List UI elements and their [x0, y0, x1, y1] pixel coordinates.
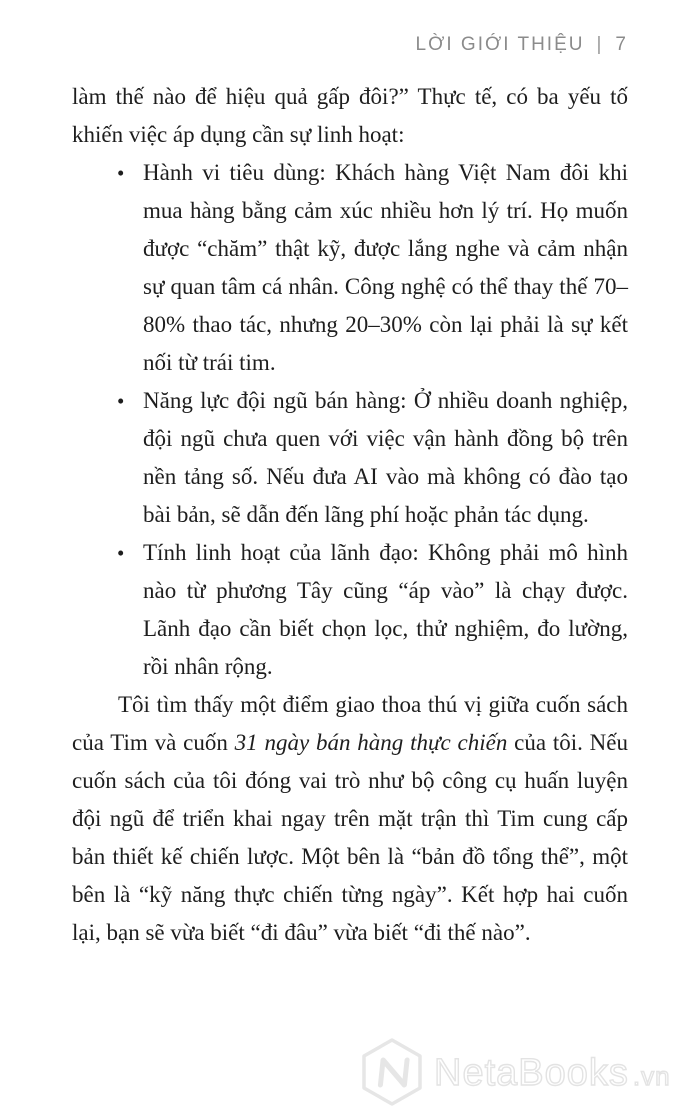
- watermark-domain-suffix: .vn: [632, 1061, 671, 1091]
- bullet-item-leadership-flexibility: [72, 534, 628, 686]
- closing-before: Tôi tìm thấy một điểm giao thoa thú vị giữa cuốn sách của Tim và cuốn: [72, 692, 628, 755]
- bullet-text: Hành vi tiêu dùng: Khách hàng Việt Nam đôi khi mua hàng bằng cảm xúc nhiều hơn lý trí. Họ muốn được “chăm” thật kỹ, được lắng nghe và cảm nhận sự quan tâm cá nhân. Công nghệ có thể thay thế 70–80% thao tác, nhưng 20–30% còn lại phải là sự kết nối từ trái tim.: [143, 160, 628, 375]
- bullet-item-consumer-behavior: [72, 154, 628, 382]
- bullet-text: Năng lực đội ngũ bán hàng: Ở nhiều doanh nghiệp, đội ngũ chưa quen với việc vận hành đồng bộ trên nền tảng số. Nếu đưa AI vào mà không có đào tạo bài bản, sẽ dẫn đến lãng phí hoặc phản tác dụng.: [143, 388, 628, 527]
- page-header: [416, 34, 629, 56]
- bullet-icon: •: [117, 541, 125, 565]
- intro-paragraph-text: làm thế nào để hiệu quả gấp đôi?” Thực tế, có ba yếu tố khiến việc áp dụng cần sự linh hoạt:: [72, 84, 628, 147]
- bullet-list: [72, 154, 628, 686]
- bullet-text: Tính linh hoạt của lãnh đạo: Không phải mô hình nào từ phương Tây cũng “áp vào” là chạy được. Lãnh đạo cần biết chọn lọc, thử nghiệm, đo lường, rồi nhân rộng.: [143, 540, 628, 679]
- bullet-icon: •: [117, 389, 125, 413]
- bullet-icon: •: [117, 161, 125, 185]
- page-body-text: [72, 78, 628, 952]
- closing-paragraph: [72, 686, 628, 952]
- intro-paragraph: [72, 78, 628, 154]
- page-number: 7: [615, 34, 628, 55]
- watermark-books-text: Books: [518, 1052, 629, 1094]
- watermark-neta-text: Neta: [434, 1052, 519, 1094]
- header-separator: |: [596, 34, 604, 55]
- book-title-italic: 31 ngày bán hàng thực chiến: [234, 730, 508, 755]
- section-title: LỜI GIỚI THIỆU: [415, 34, 585, 55]
- hexagon-n-logo-icon: [364, 1040, 420, 1104]
- bullet-item-sales-team-capability: [72, 382, 628, 534]
- watermark-brand-text: [434, 1052, 671, 1094]
- netabooks-watermark: [362, 1032, 692, 1112]
- closing-after: của tôi. Nếu cuốn sách của tôi đóng vai trò như bộ công cụ huấn luyện đội ngũ để triển khai ngay trên mặt trận thì Tim cung cấp bản thiết kế chiến lược. Một bên là “bản đồ tổng thể”, một bên là “kỹ năng thực chiến từng ngày”. Kết hợp hai cuốn lại, bạn sẽ vừa biết “đi đâu” vừa biết “đi thế nào”.: [72, 730, 628, 945]
